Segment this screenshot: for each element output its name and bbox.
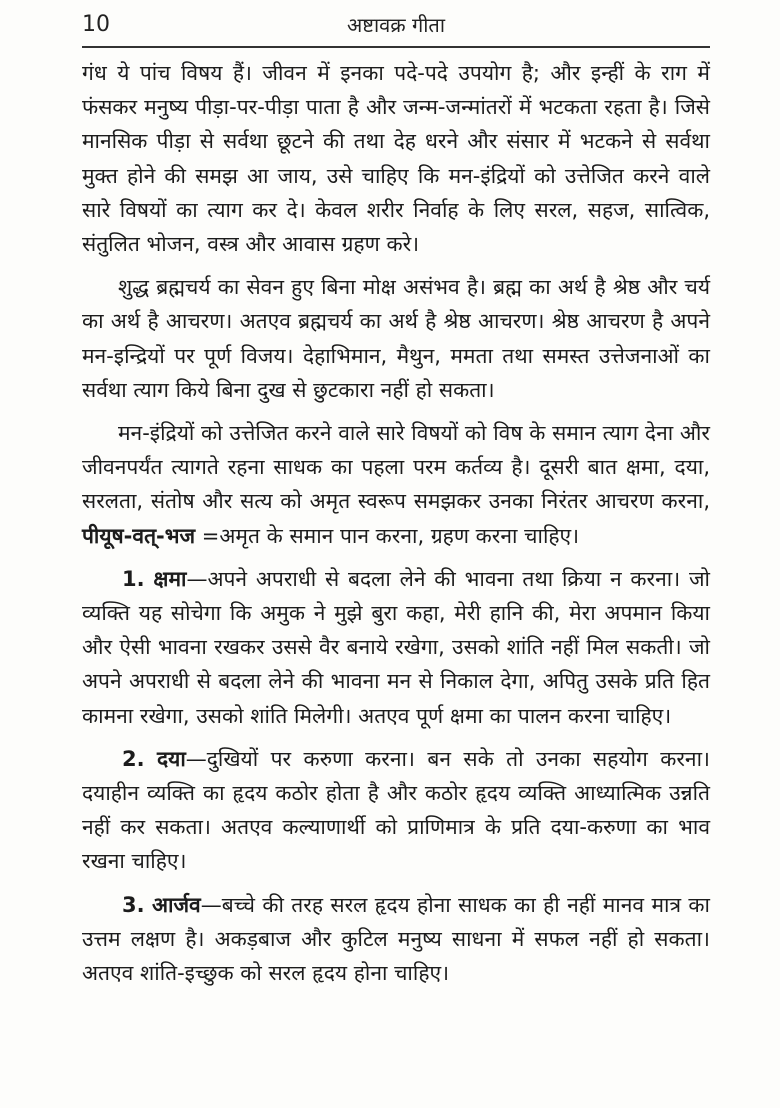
page-number: 10 xyxy=(82,12,110,37)
point-1 xyxy=(82,562,710,733)
point-text: अपने अपराधी से बदला लेने की भावना तथा क्रिया न करना। जो व्यक्ति यह सोचेगा कि अमुक ने मुझे बुरा कहा, मेरी हानि की, मेरा अपमान किया और ऐसी भावना रखकर उससे वैर बनाये रखेगा, उसको शांति नहीं मिल सकती। जो अपने अपराधी से बदला लेने की भावना मन से निकाल देगा, अपितु उसके प्रति हित कामना रखेगा, उसको शांति मिलेगी। अतएव पूर्ण क्षमा का पालन करना चाहिए। xyxy=(82,566,710,728)
point-number: 3. xyxy=(122,892,145,917)
point-2 xyxy=(82,742,710,879)
paragraph-3 xyxy=(82,416,710,553)
paragraph-3-text: मन-इंद्रियों को उत्तेजित करने वाले सारे विषयों को विष के समान त्याग देना और जीवनपर्यंत त्यागते रहना साधक का पहला परम कर्तव्य है। दूसरी बात क्षमा, दया, सरलता, संतोष और सत्य को अमृत स्वरूप समझकर उनका निरंतर आचरण करना, xyxy=(82,421,710,514)
page-body xyxy=(82,56,710,999)
paragraph-3-tail: =अमृत के समान पान करना, ग्रहण करना चाहिए। xyxy=(201,523,580,548)
em-dash: — xyxy=(185,746,207,771)
point-heading: आर्जव xyxy=(151,892,201,917)
point-number: 1. xyxy=(122,566,145,591)
point-heading: दया xyxy=(157,746,186,771)
page-header xyxy=(82,10,710,44)
paragraph-1: गंध ये पांच विषय हैं। जीवन में इनका पदे-पदे उपयोग है; और इन्हीं के राग में फंसकर मनुष्य पीड़ा-पर-पीड़ा पाता है और जन्म-जन्मांतरों में भटकता रहता है। जिसे मानसिक पीड़ा से सर्वथा छूटने की तथा देह धरने और संसार में भटकने से सर्वथा मुक्त होने की समझ आ जाय, उसे चाहिए कि मन-इंद्रियों को उत्तेजित करने वाले सारे विषयों का त्याग कर दे। केवल शरीर निर्वाह के लिए सरल, सहज, सात्विक, संतुलित भोजन, वस्त्र और आवास ग्रहण करे। xyxy=(82,61,710,257)
point-3 xyxy=(82,888,710,991)
point-text: दुखियों पर करुणा करना। बन सके तो उनका सहयोग करना। दयाहीन व्यक्ति का हृदय कठोर होता है और कठोर हृदय व्यक्ति आध्यात्मिक उन्नति नहीं कर सकता। अतएव कल्याणार्थी को प्राणिमात्र के प्रति दया-करुणा का भाव रखना चाहिए। xyxy=(82,746,710,874)
em-dash: — xyxy=(200,892,222,917)
point-heading: क्षमा xyxy=(153,566,187,591)
paragraph-2: शुद्ध ब्रह्मचर्य का सेवन हुए बिना मोक्ष असंभव है। ब्रह्म का अर्थ है श्रेष्ठ और चर्य का अर्थ है आचरण। अतएव ब्रह्मचर्य का अर्थ है श्रेष्ठ आचरण। श्रेष्ठ आचरण है अपने मन-इन्द्रियों पर पूर्ण विजय। देहाभिमान, मैथुन, ममता तथा समस्त उत्तेजनाओं का सर्वथा त्याग किये बिना दुख से छुटकारा नहीं हो सकता। xyxy=(82,275,710,402)
bold-term: पीयूष-वत्-भज xyxy=(82,523,196,548)
running-title: अष्टावक्र गीता xyxy=(347,13,445,37)
point-number: 2. xyxy=(122,746,145,771)
em-dash: — xyxy=(186,566,208,591)
point-text: बच्चे की तरह सरल हृदय होना साधक का ही नहीं मानव मात्र का उत्तम लक्षण है। अकड़बाज और कुटिल मनुष्य साधना में सफल नहीं हो सकता। अतएव शांति-इच्छुक को सरल हृदय होना चाहिए। xyxy=(82,892,710,986)
header-divider xyxy=(82,46,710,48)
